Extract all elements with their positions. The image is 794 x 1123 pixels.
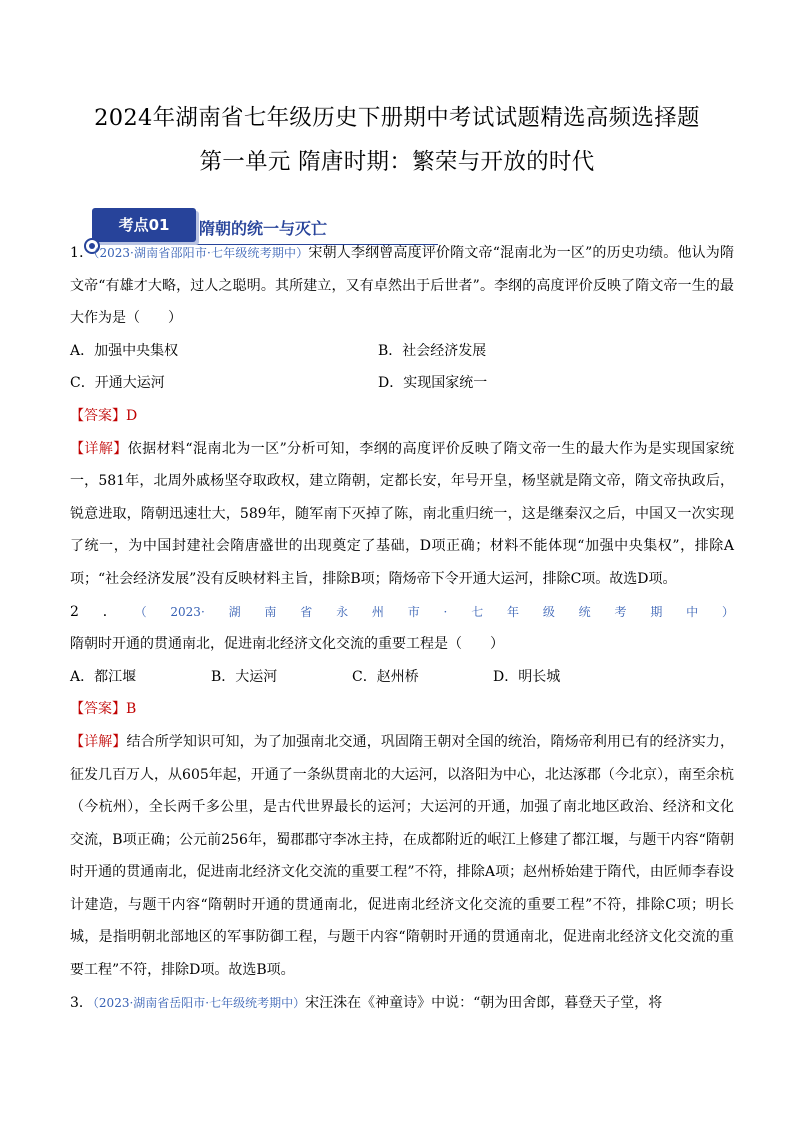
option-c: C．开通大运河 — [70, 375, 165, 392]
section-title: 隋朝的统一与灭亡 — [199, 219, 328, 238]
question-1-options-row-1 — [70, 335, 734, 368]
analysis-label: 【详解】 — [70, 733, 127, 750]
question-text: 宋汪洙在《神童诗》中说：“朝为田舍郎，暮登天子堂，将 — [305, 994, 663, 1011]
option-b: B．社会经济发展 — [378, 342, 487, 359]
answer-label: 【答案】 — [70, 701, 126, 718]
analysis-label: 【详解】 — [70, 440, 128, 457]
answer-value: B — [126, 701, 137, 718]
question-text: 隋朝时开通的贯通南北，促进南北经济文化交流的重要工程是（ ） — [70, 636, 504, 653]
question-source: （2023·湖南省邵阳市·七年级统考期中） — [93, 246, 309, 260]
option-c: C．赵州桥 — [352, 668, 419, 685]
question-2-stem — [70, 596, 734, 661]
answer-label: 【答案】 — [70, 407, 126, 424]
question-1-analysis — [70, 433, 734, 596]
analysis-text: 依据材料“混南北为一区”分析可知，李纲的高度评价反映了隋文帝一生的最大作为是实现国家统一，581年，北周外戚杨坚夺取政权，建立隋朝，定都长安，年号开皇，杨坚就是隋文帝，隋文帝执政后，锐意进取，隋朝迅速壮大，589年，随军南下灭掉了陈，南北重归统一，这是继秦汉之后，中国又一次实现了统一，为中国封建社会隋唐盛世的出现奠定了基础，D项正确；材料不能体现“加强中央集权”，排除A项；“社会经济发展”没有反映材料主旨，排除B项；隋炀帝下令开通大运河，排除C项。故选D项。 — [70, 440, 735, 587]
question-2-options — [70, 661, 734, 694]
question-source: （2023·湖南省岳阳市·七年级统考期中） — [92, 995, 306, 1010]
question-1-options-row-2 — [70, 367, 734, 400]
document-subtitle: 第一单元 隋唐时期：繁荣与开放的时代 — [199, 149, 595, 175]
question-3-stem — [70, 987, 734, 1020]
option-a: A．都江堰 — [70, 668, 137, 685]
section-badge-label: 考点01 — [118, 216, 170, 234]
question-1-answer — [70, 400, 734, 433]
question-content — [70, 237, 734, 1019]
question-2-answer — [70, 693, 734, 726]
option-d: D．明长城 — [493, 668, 561, 685]
question-1-stem — [70, 237, 734, 335]
option-a: A．加强中央集权 — [70, 342, 179, 359]
question-number: 3． — [70, 994, 93, 1011]
question-text: 宋朝人李纲曾高度评价隋文帝“混南北为一区”的历史功绩。他认为隋文帝“有雄才大略，过人之聪明。其所建立，又有卓然出于后世者”。李纲的高度评价反映了隋文帝一生的最大作为是（ ） — [70, 245, 734, 327]
answer-value: D — [126, 407, 138, 424]
question-number: 1． — [70, 245, 94, 261]
option-b: B．大运河 — [211, 668, 278, 685]
option-d: D．实现国家统一 — [378, 375, 488, 392]
analysis-text: 结合所学知识可知，为了加强南北交通，巩固隋王朝对全国的统治，隋炀帝利用已有的经济实力，征发几百万人，从605年起，开通了一条纵贯南北的大运河，以洛阳为中心，北达涿郡（今北京），南至余杭（今杭州），全长两千多公里，是古代世界最长的运河；大运河的开通，加强了南北地区政治、经济和文化交流，B项正确；公元前256年，蜀郡郡守李冰主持，在成都附近的岷江上修建了都江堰，与题干内容“隋朝时开通的贯通南北，促进南北经济文化交流的重要工程”不符，排除A项；赵州桥始建于隋代，由匠师李春设计建造，与题干内容“隋朝时开通的贯通南北，促进南北经济文化交流的重要工程”不符，排除C项；明长城，是指明朝北部地区的军事防御工程，与题干内容“隋朝时开通的贯通南北，促进南北经济文化交流的重要工程”不符，排除D项。故选B项。 — [70, 733, 735, 979]
question-2-analysis — [70, 726, 734, 987]
question-number: 2． — [70, 603, 141, 620]
question-source: （2023·湖南省永州市·七年级统考期中） — [140, 604, 734, 619]
document-title: 2024年湖南省七年级历史下册期中考试试题精选高频选择题 — [94, 105, 700, 131]
